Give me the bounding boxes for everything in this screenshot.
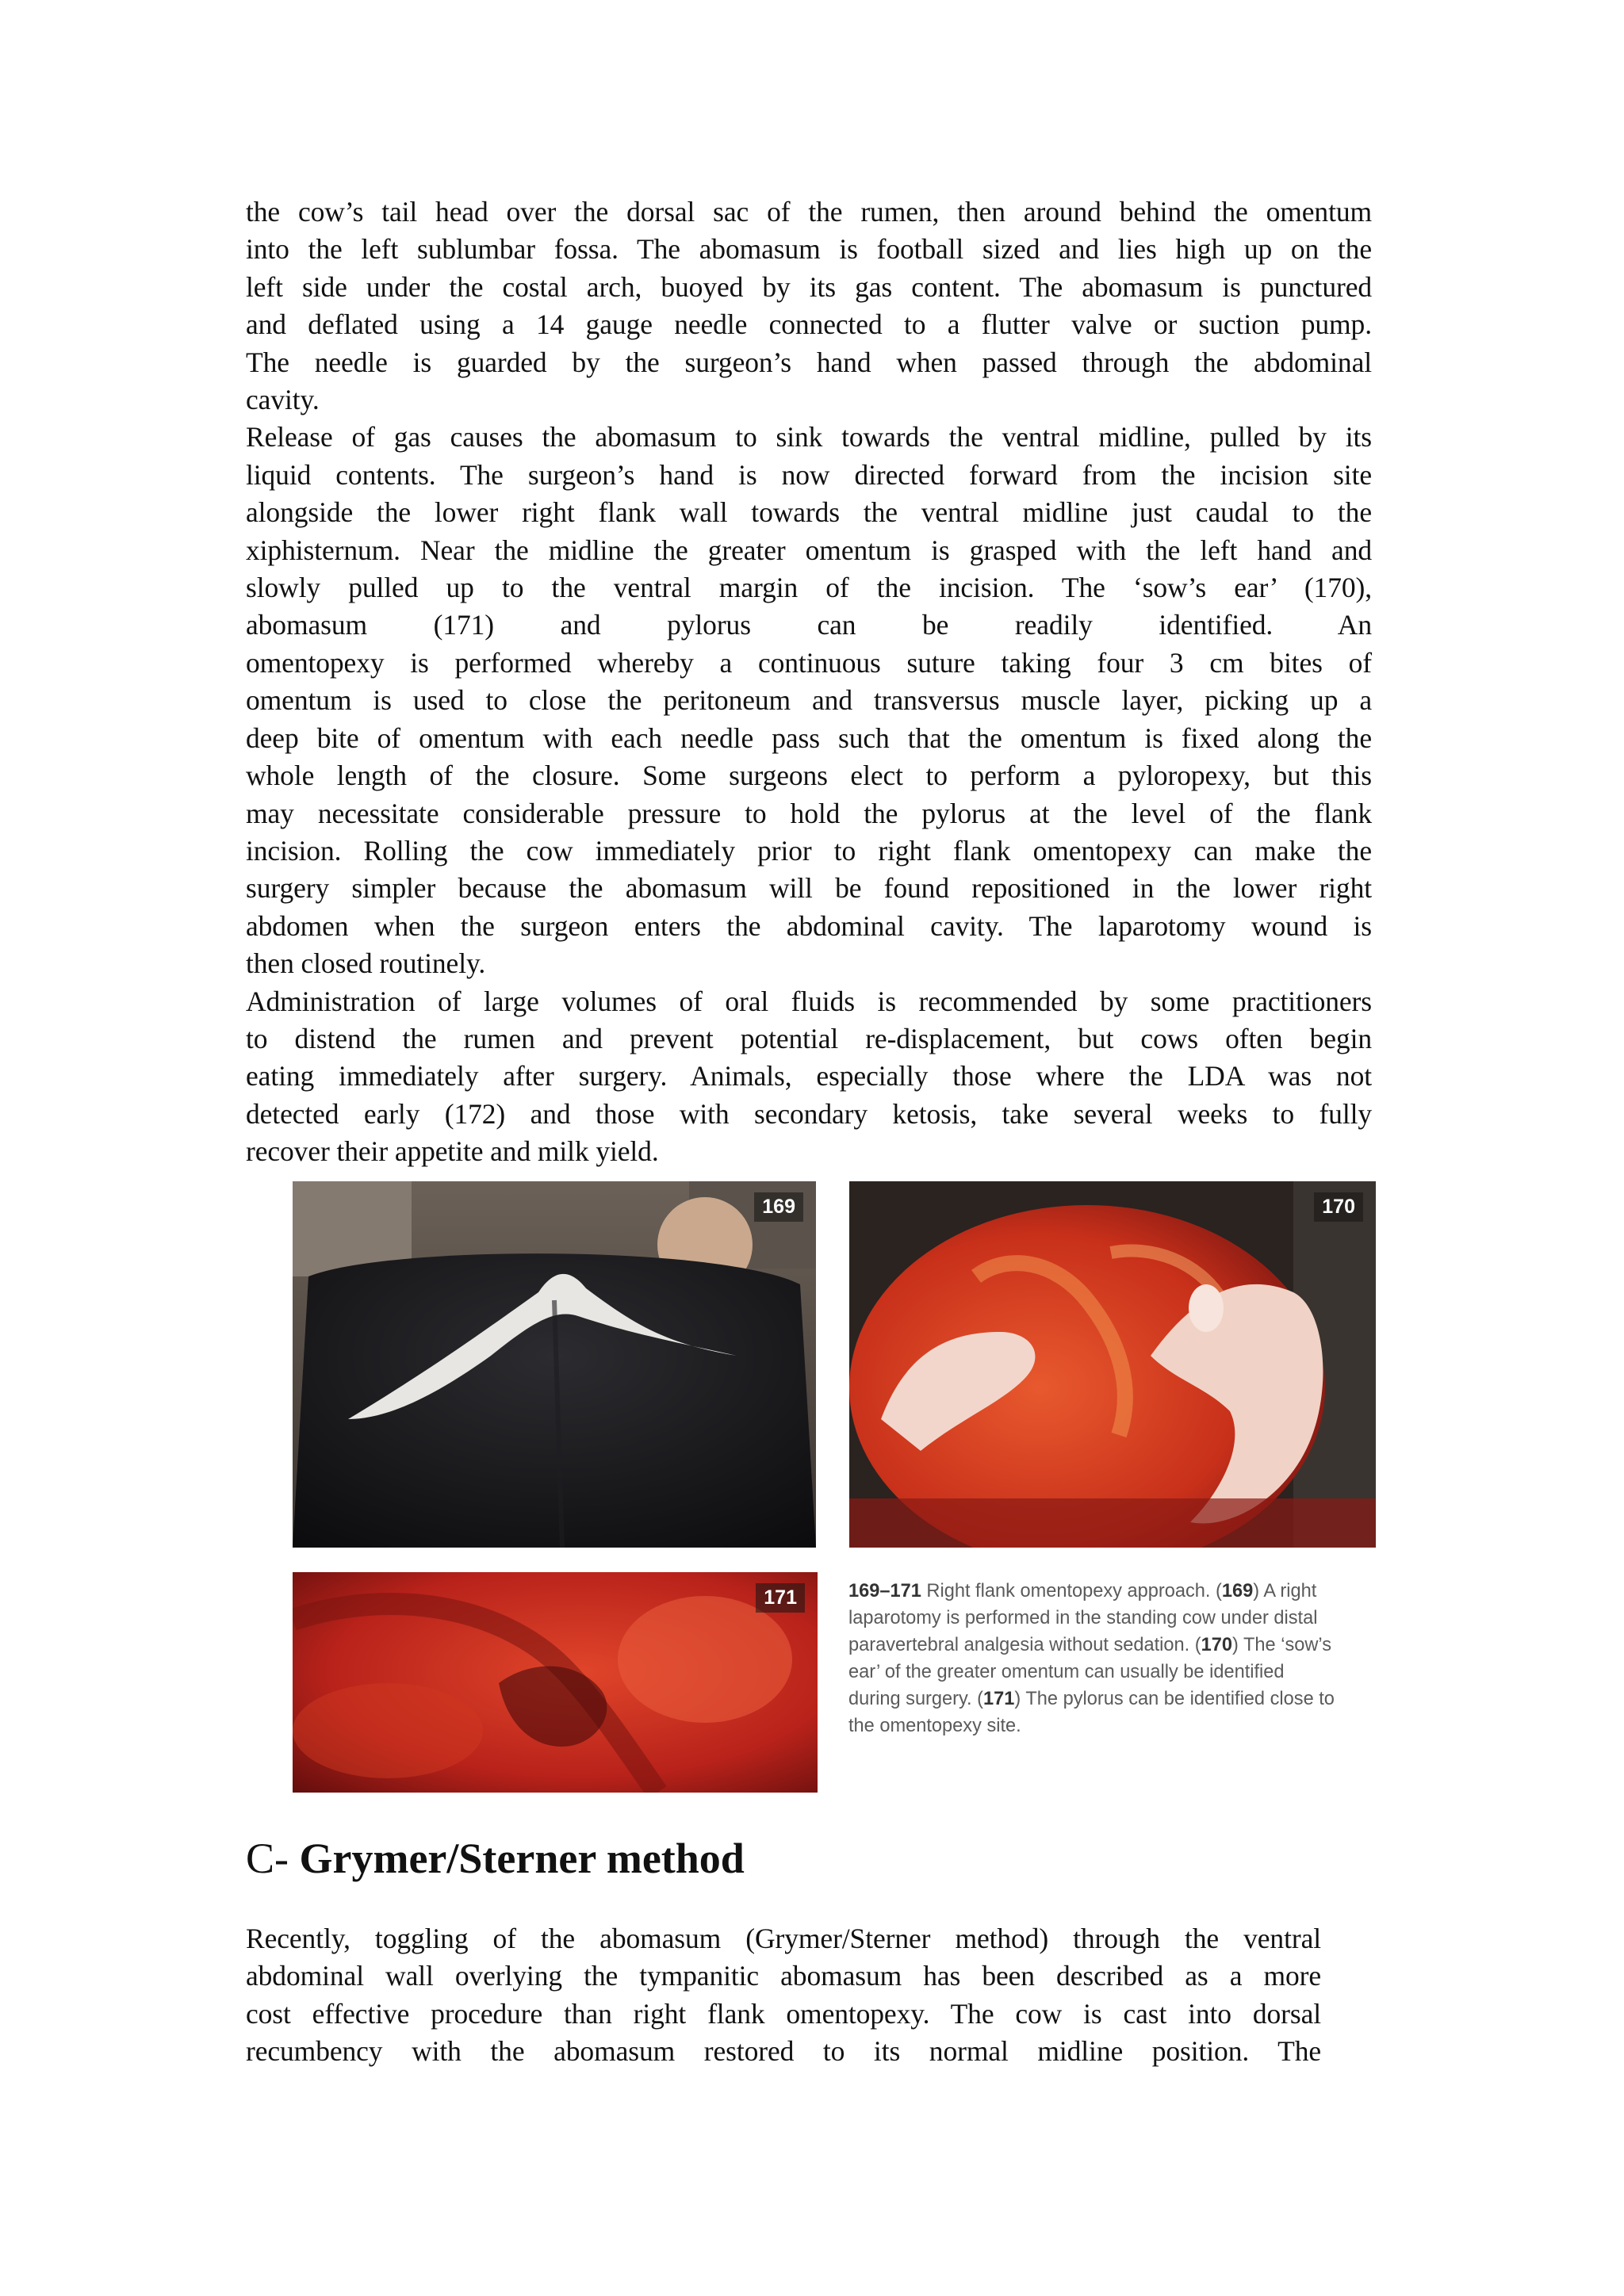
text-line: into the left sublumbar fossa. The abomasum is football sized and lies high up on the	[246, 233, 1372, 266]
figure-170-number: 170	[1314, 1192, 1363, 1222]
text-line: left side under the costal arch, buoyed by its gas content. The abomasum is punctured	[246, 270, 1372, 303]
caption-ref-169: 169	[1221, 1581, 1254, 1601]
text-line: and deflated using a 14 gauge needle connected to a flutter valve or suction pump.	[246, 308, 1372, 341]
cow-back-illustration	[293, 1181, 816, 1548]
caption-line: the omentopexy site.	[848, 1716, 1021, 1736]
text-line: cost effective procedure than right flank omentopexy. The cow is cast into dorsal	[246, 1997, 1321, 2030]
text-line: Release of gas causes the abomasum to sink towards the ventral midline, pulled by its	[246, 421, 1372, 453]
text-line: xiphisternum. Near the midline the greater omentum is grasped with the left hand and	[246, 534, 1372, 566]
text-line: to distend the rumen and prevent potential re-displacement, but cows often begin	[246, 1022, 1372, 1054]
text-line: then closed routinely.	[246, 947, 486, 980]
figure-171-pylorus-photo	[293, 1572, 818, 1793]
figure-171-number: 171	[756, 1583, 805, 1613]
text-line: cavity.	[246, 384, 320, 416]
caption-line: laparotomy is performed in the standing cow under distal	[848, 1608, 1318, 1628]
caption-text: paravertebral analgesia without sedation. (	[848, 1635, 1201, 1655]
figure-169-cow-back-photo	[293, 1181, 816, 1548]
text-line: eating immediately after surgery. Animals, especially those where the LDA was not	[246, 1060, 1372, 1093]
omentum-illustration	[849, 1181, 1376, 1548]
text-line: abomasum (171) and pylorus can be readily identified. An	[246, 609, 1372, 641]
text-line: abdomen when the surgeon enters the abdominal cavity. The laparotomy wound is	[246, 909, 1372, 942]
caption-line: ear’ of the greater omentum can usually be identified	[848, 1662, 1285, 1682]
text-line: Recently, toggling of the abomasum (Grymer/Sterner method) through the ventral	[246, 1923, 1321, 1954]
body-text-lower	[246, 1920, 1321, 2071]
text-line: detected early (172) and those with secondary ketosis, take several weeks to fully	[246, 1097, 1372, 1130]
text-line: slowly pulled up to the ventral margin of the incision. The ‘sow’s ear’ (170),	[246, 572, 1372, 604]
caption-text: ) A right	[1253, 1581, 1317, 1601]
caption-ref-170: 170	[1201, 1635, 1232, 1655]
text-line: The needle is guarded by the surgeon’s hand when passed through the abdominal	[246, 346, 1372, 378]
text-line: alongside the lower right flank wall towards the ventral midline just caudal to the	[246, 496, 1372, 529]
text-line: whole length of the closure. Some surgeons elect to perform a pyloropexy, but this	[246, 760, 1372, 792]
caption-range: 169–171	[848, 1581, 921, 1601]
heading-title: Grymer/Sterner method	[299, 1835, 745, 1882]
figure-caption	[848, 1578, 1372, 1739]
text-line: recumbency with the abomasum restored to its normal midline position. The	[246, 2035, 1321, 2068]
body-text-upper	[246, 193, 1372, 1171]
text-line: recover their appetite and milk yield.	[246, 1135, 659, 1168]
text-line: abdominal wall overlying the tympanitic abomasum has been described as a more	[246, 1960, 1321, 1992]
figure-169-number: 169	[754, 1192, 803, 1222]
text-line: the cow’s tail head over the dorsal sac of the rumen, then around behind the omentum	[246, 196, 1372, 228]
pylorus-illustration	[293, 1572, 818, 1793]
text-line: liquid contents. The surgeon’s hand is now directed forward from the incision site	[246, 458, 1372, 491]
caption-text: ) The pylorus can be identified close to	[1014, 1689, 1335, 1709]
text-line: omentum is used to close the peritoneum and transversus muscle layer, picking up a	[246, 684, 1372, 717]
caption-text: ) The ‘sow’s	[1232, 1635, 1332, 1655]
text-line: deep bite of omentum with each needle pass such that the omentum is fixed along the	[246, 721, 1372, 754]
text-line: may necessitate considerable pressure to hold the pylorus at the level of the flank	[246, 797, 1372, 829]
text-line: incision. Rolling the cow immediately prior to right flank omentopexy can make the	[246, 834, 1372, 867]
heading-prefix: C-	[246, 1835, 300, 1882]
figure-170-omentum-photo	[849, 1181, 1376, 1548]
section-heading	[246, 1833, 745, 1884]
caption-ref-171: 171	[983, 1689, 1015, 1709]
caption-text: during surgery. (	[848, 1689, 984, 1709]
text-line: omentopexy is performed whereby a continuous suture taking four 3 cm bites of	[246, 646, 1372, 679]
caption-text: Right flank omentopexy approach. (	[921, 1581, 1222, 1601]
text-line: surgery simpler because the abomasum will be found repositioned in the lower right	[246, 872, 1372, 905]
text-line: Administration of large volumes of oral fluids is recommended by some practitioners	[246, 985, 1372, 1017]
